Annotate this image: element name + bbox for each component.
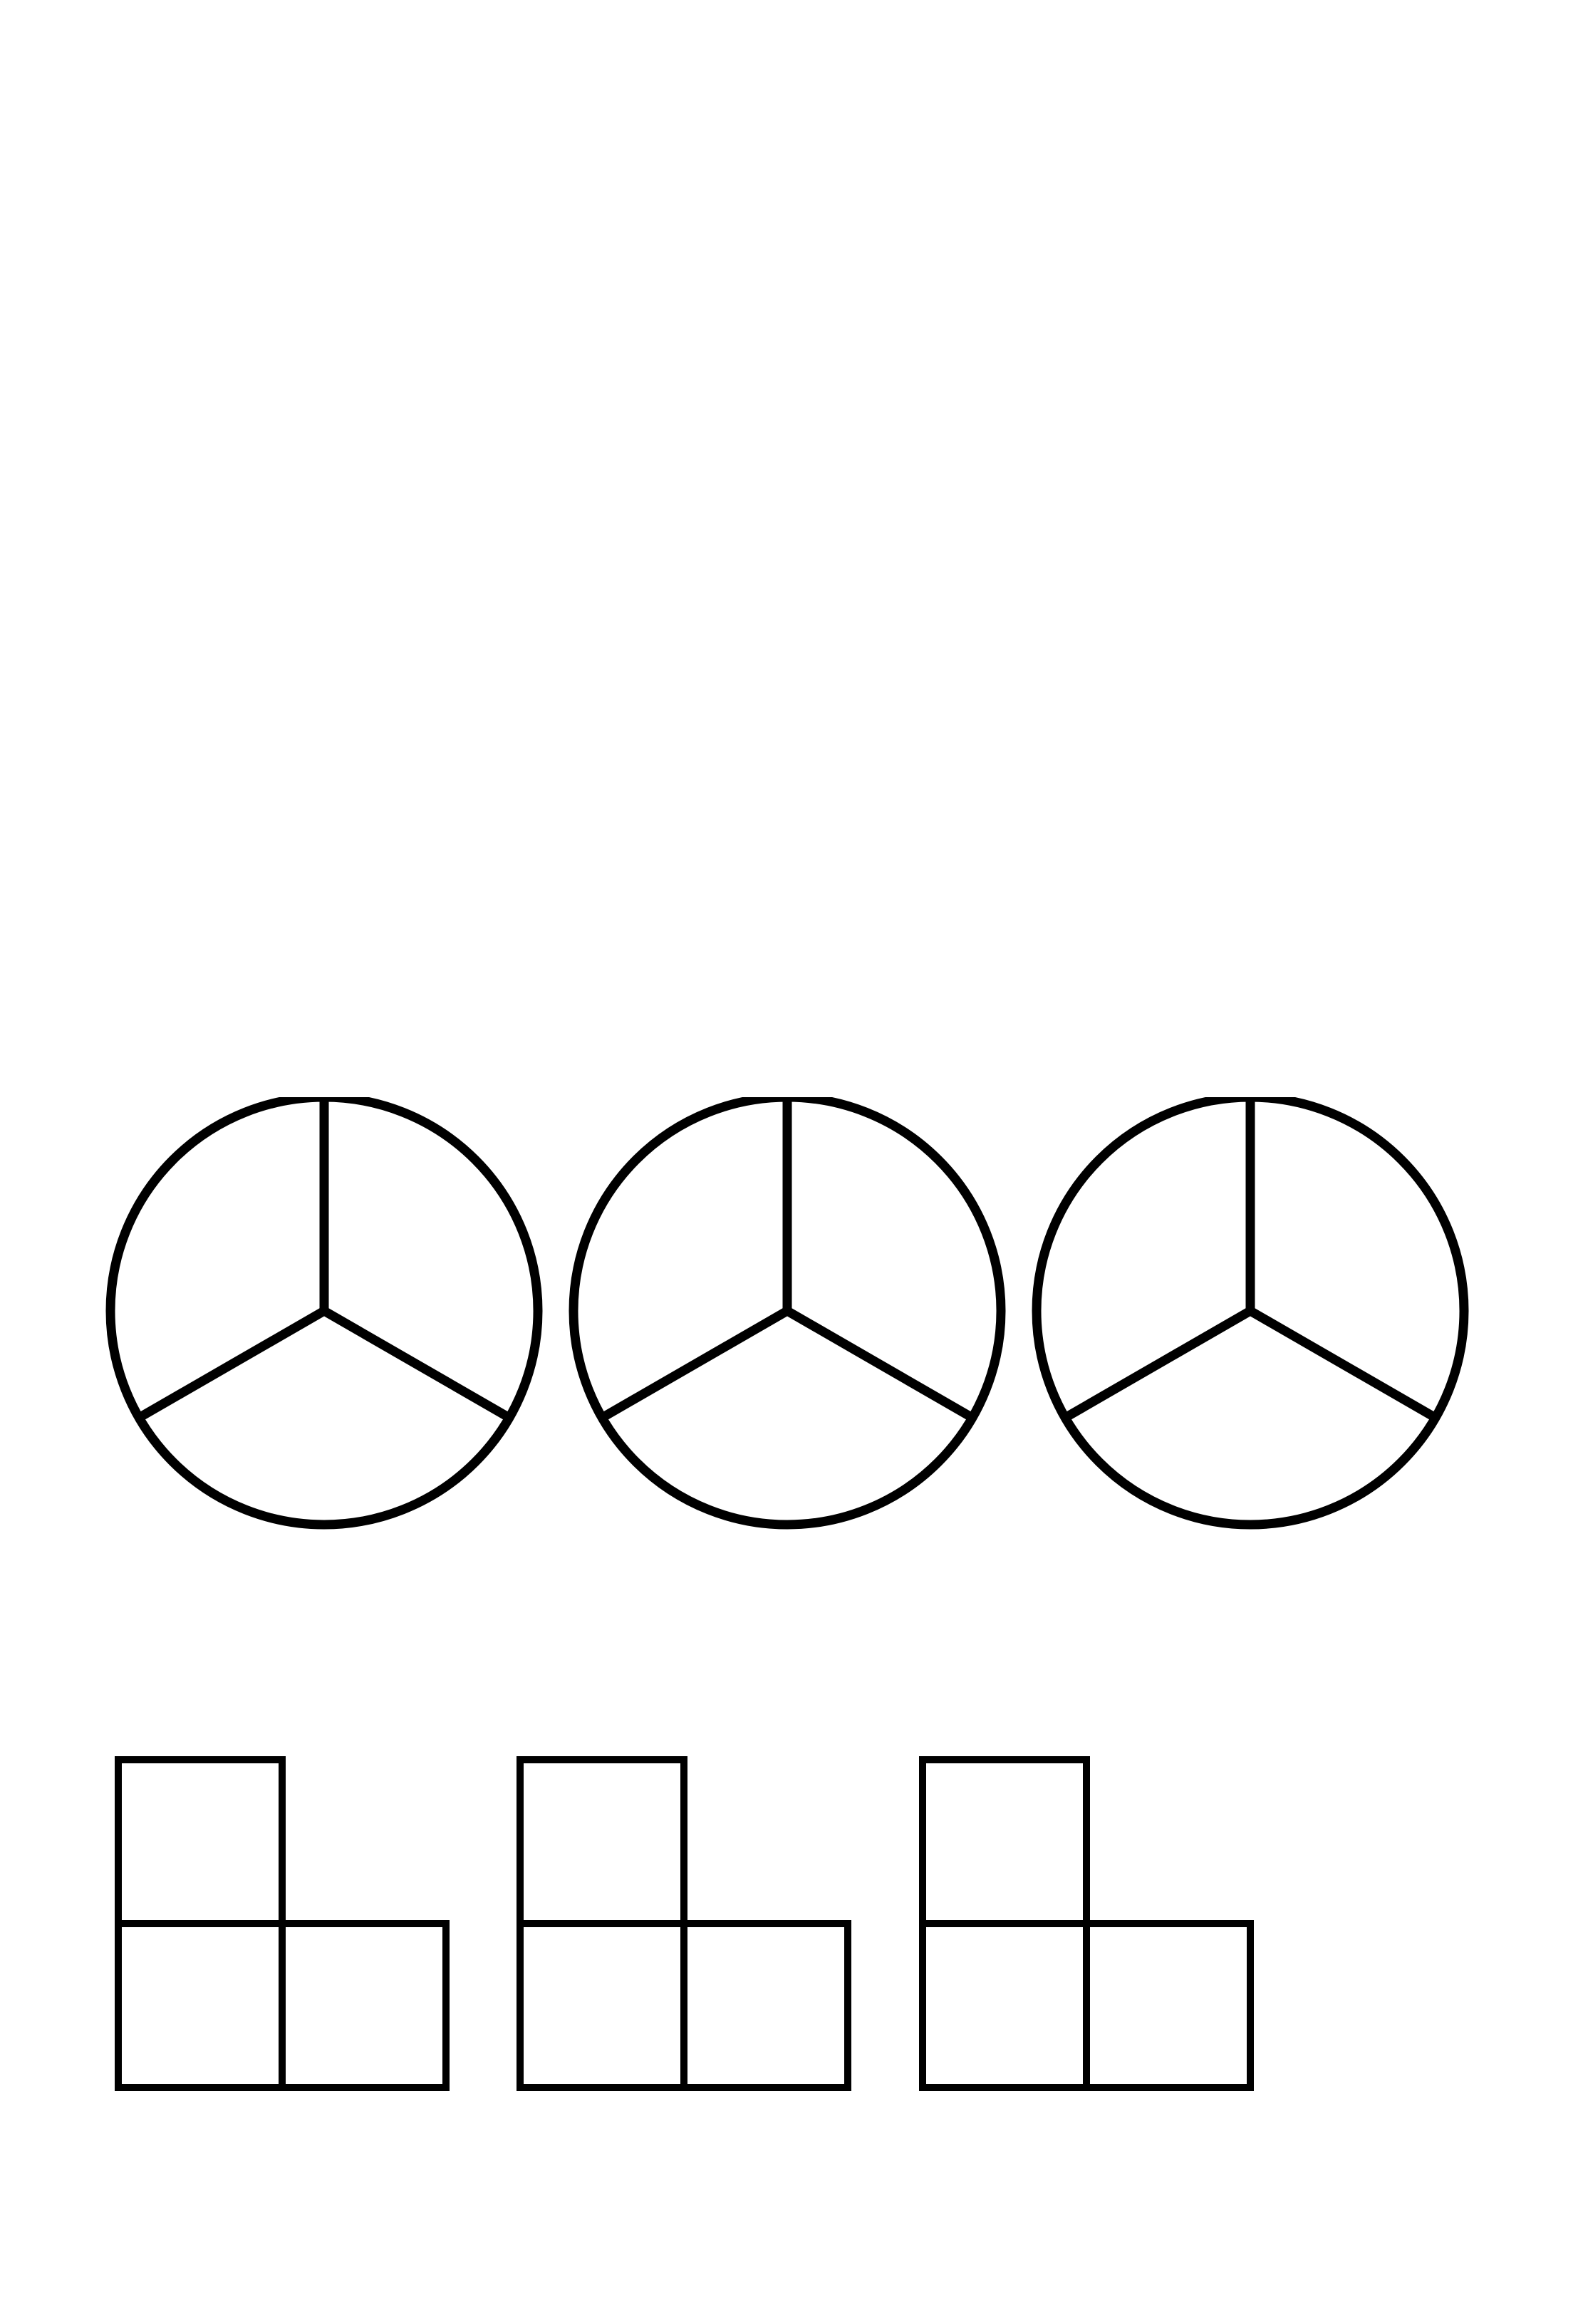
- circles-figure: [100, 1097, 1475, 1553]
- square-group-3: [923, 1760, 1250, 2087]
- square-group-2: [520, 1760, 848, 2087]
- squares-figure: [100, 1753, 1311, 2102]
- square-group-1: [118, 1760, 446, 2087]
- circle-1: [110, 1097, 538, 1525]
- circle-3: [1037, 1097, 1464, 1525]
- circle-2: [573, 1097, 1001, 1525]
